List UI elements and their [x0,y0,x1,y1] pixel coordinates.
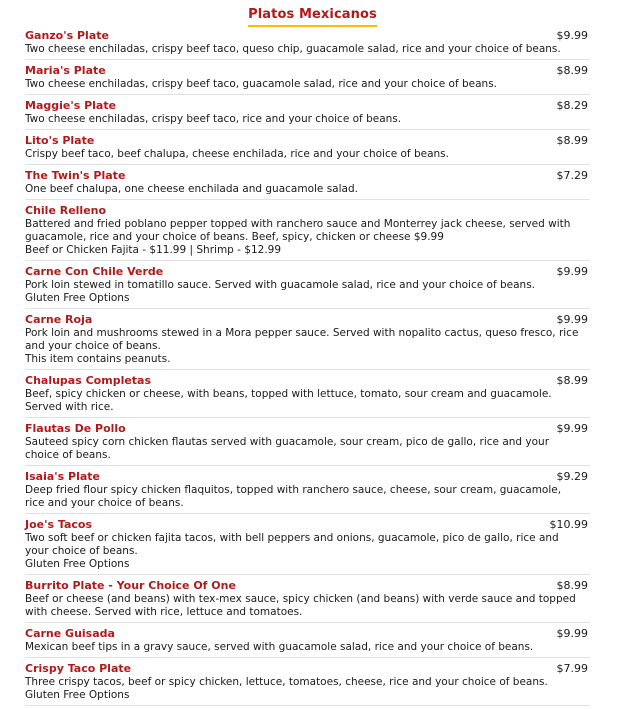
menu-item-header [25,313,590,327]
menu-item-description: Mexican beef tips in a gravy sauce, served with guacamole salad, rice and your choice of beans. [25,641,534,653]
menu-item-name: Isaia's Plate [25,470,100,483]
menu-item-description: Crispy beef taco, beef chalupa, cheese enchilada, rice and your choice of beans. [25,148,449,160]
menu-item [25,373,590,418]
menu-item-price: $7.29 [556,169,588,182]
menu-item-price: $10.99 [549,518,588,531]
menu-item [25,203,590,261]
menu-item-header [25,29,590,43]
menu-item-header [25,627,590,641]
menu-item-name: Burrito Plate - Your Choice Of One [25,579,236,592]
menu-item-description: One beef chalupa, one cheese enchilada and guacamole salad. [25,183,358,195]
menu-item-description: Beef, spicy chicken or cheese, with beans, topped with lettuce, tomato, sour cream and guacamole. Served with rice. [25,388,552,413]
menu-item-price: $9.99 [556,265,588,278]
menu-item-name: Flautas De Pollo [25,422,126,435]
menu-item-price: $8.99 [556,64,588,77]
menu-item-price: $8.99 [556,134,588,147]
menu-item [25,578,590,623]
menu-item-header [25,99,590,113]
menu-item [25,626,590,658]
menu-item-name: Carne Con Chile Verde [25,265,164,278]
section-title: Platos Mexicanos [248,5,377,27]
menu-item-header [25,265,590,279]
menu-item-header [25,64,590,78]
menu-item-name: Crispy Taco Plate [25,662,132,675]
menu-item [25,168,590,200]
menu-item-description: Two cheese enchiladas, crispy beef taco, rice and your choice of beans. [25,113,402,125]
menu-item-description: Sauteed spicy corn chicken flautas served with guacamole, sour cream, pico de gallo, rice and your choice of beans. [25,436,550,461]
menu-item-note: Gluten Free Options [25,689,130,701]
menu-item-note: Beef or Chicken Fajita - $11.99 | Shrimp - $12.99 [25,244,282,256]
menu-item [25,133,590,165]
menu-item-description: Two cheese enchiladas, crispy beef taco, guacamole salad, rice and your choice of beans. [25,78,498,90]
menu-item-price: $9.29 [556,470,588,483]
menu-item-header [25,662,590,676]
menu-item-price: $9.99 [556,627,588,640]
menu-item-header [25,169,590,183]
menu-item-description: Battered and fried poblano pepper topped with ranchero sauce and Monterrey jack cheese, served with guacamole, rice and your choice of beans. Beef, spicy, chicken or cheese $9.99 [25,218,571,243]
menu-item [25,28,590,60]
menu-item [25,63,590,95]
menu-item-name: The Twin's Plate [25,169,126,182]
menu-item-description: Two cheese enchiladas, crispy beef taco, queso chip, guacamole salad, rice and your choice of beans. [25,43,561,55]
menu-item-name: Maggie's Plate [25,99,117,112]
menu-item-note: Gluten Free Options [25,558,130,570]
menu-item-price: $8.99 [556,374,588,387]
menu-item-header [25,518,590,532]
menu-item-name: Lito's Plate [25,134,95,147]
menu-list [25,28,590,709]
menu-item-name: Chile Relleno [25,204,107,217]
menu-item [25,312,590,370]
menu-item-description: Deep fried flour spicy chicken flaquitos, topped with ranchero sauce, cheese, sour cream, guacamole, rice and your choice of beans. [25,484,562,509]
menu-item-description: Pork loin and mushrooms stewed in a Mora pepper sauce. Served with nopalito cactus, queso fresco, rice and your choice of beans. [25,327,579,352]
menu-item-header [25,134,590,148]
menu-item [25,661,590,706]
menu-item-name: Carne Roja [25,313,93,326]
menu-item [25,421,590,466]
menu-item-note: This item contains peanuts. [25,353,171,365]
menu-item-name: Chalupas Completas [25,374,152,387]
menu-item-price: $8.29 [556,99,588,112]
menu-header [0,3,625,27]
menu-item-name: Carne Guisada [25,627,115,640]
menu-item-description: Two soft beef or chicken fajita tacos, with bell peppers and onions, guacamole, pico de gallo, rice and your choice of beans. [25,532,559,557]
menu-item-price: $7.99 [556,662,588,675]
menu-item-note: Gluten Free Options [25,292,130,304]
menu-item-price: $9.99 [556,422,588,435]
menu-item-name: Joe's Tacos [25,518,92,531]
menu-item-header [25,470,590,484]
menu-item-description: Beef or cheese (and beans) with tex-mex sauce, spicy chicken (and beans) with verde sauce and topped with cheese. Served with rice, lettuce and tomatoes. [25,593,576,618]
menu-item-price: $9.99 [556,313,588,326]
menu-item-description: Three crispy tacos, beef or spicy chicken, lettuce, tomatoes, cheese, rice and your choice of beans. [25,676,548,688]
menu-item-header [25,422,590,436]
menu-item [25,98,590,130]
menu-item-name: Ganzo's Plate [25,29,109,42]
menu-item-header [25,374,590,388]
menu-item [25,517,590,575]
menu-item-header [25,579,590,593]
menu-item [25,469,590,514]
menu-item-price: $8.99 [556,579,588,592]
menu-item [25,264,590,309]
menu-item-header [25,204,590,218]
menu-item-description: Pork loin stewed in tomatillo sauce. Served with guacamole salad, rice and your choice of beans. [25,279,535,291]
menu-item-name: Maria's Plate [25,64,106,77]
menu-item-price: $9.99 [556,29,588,42]
